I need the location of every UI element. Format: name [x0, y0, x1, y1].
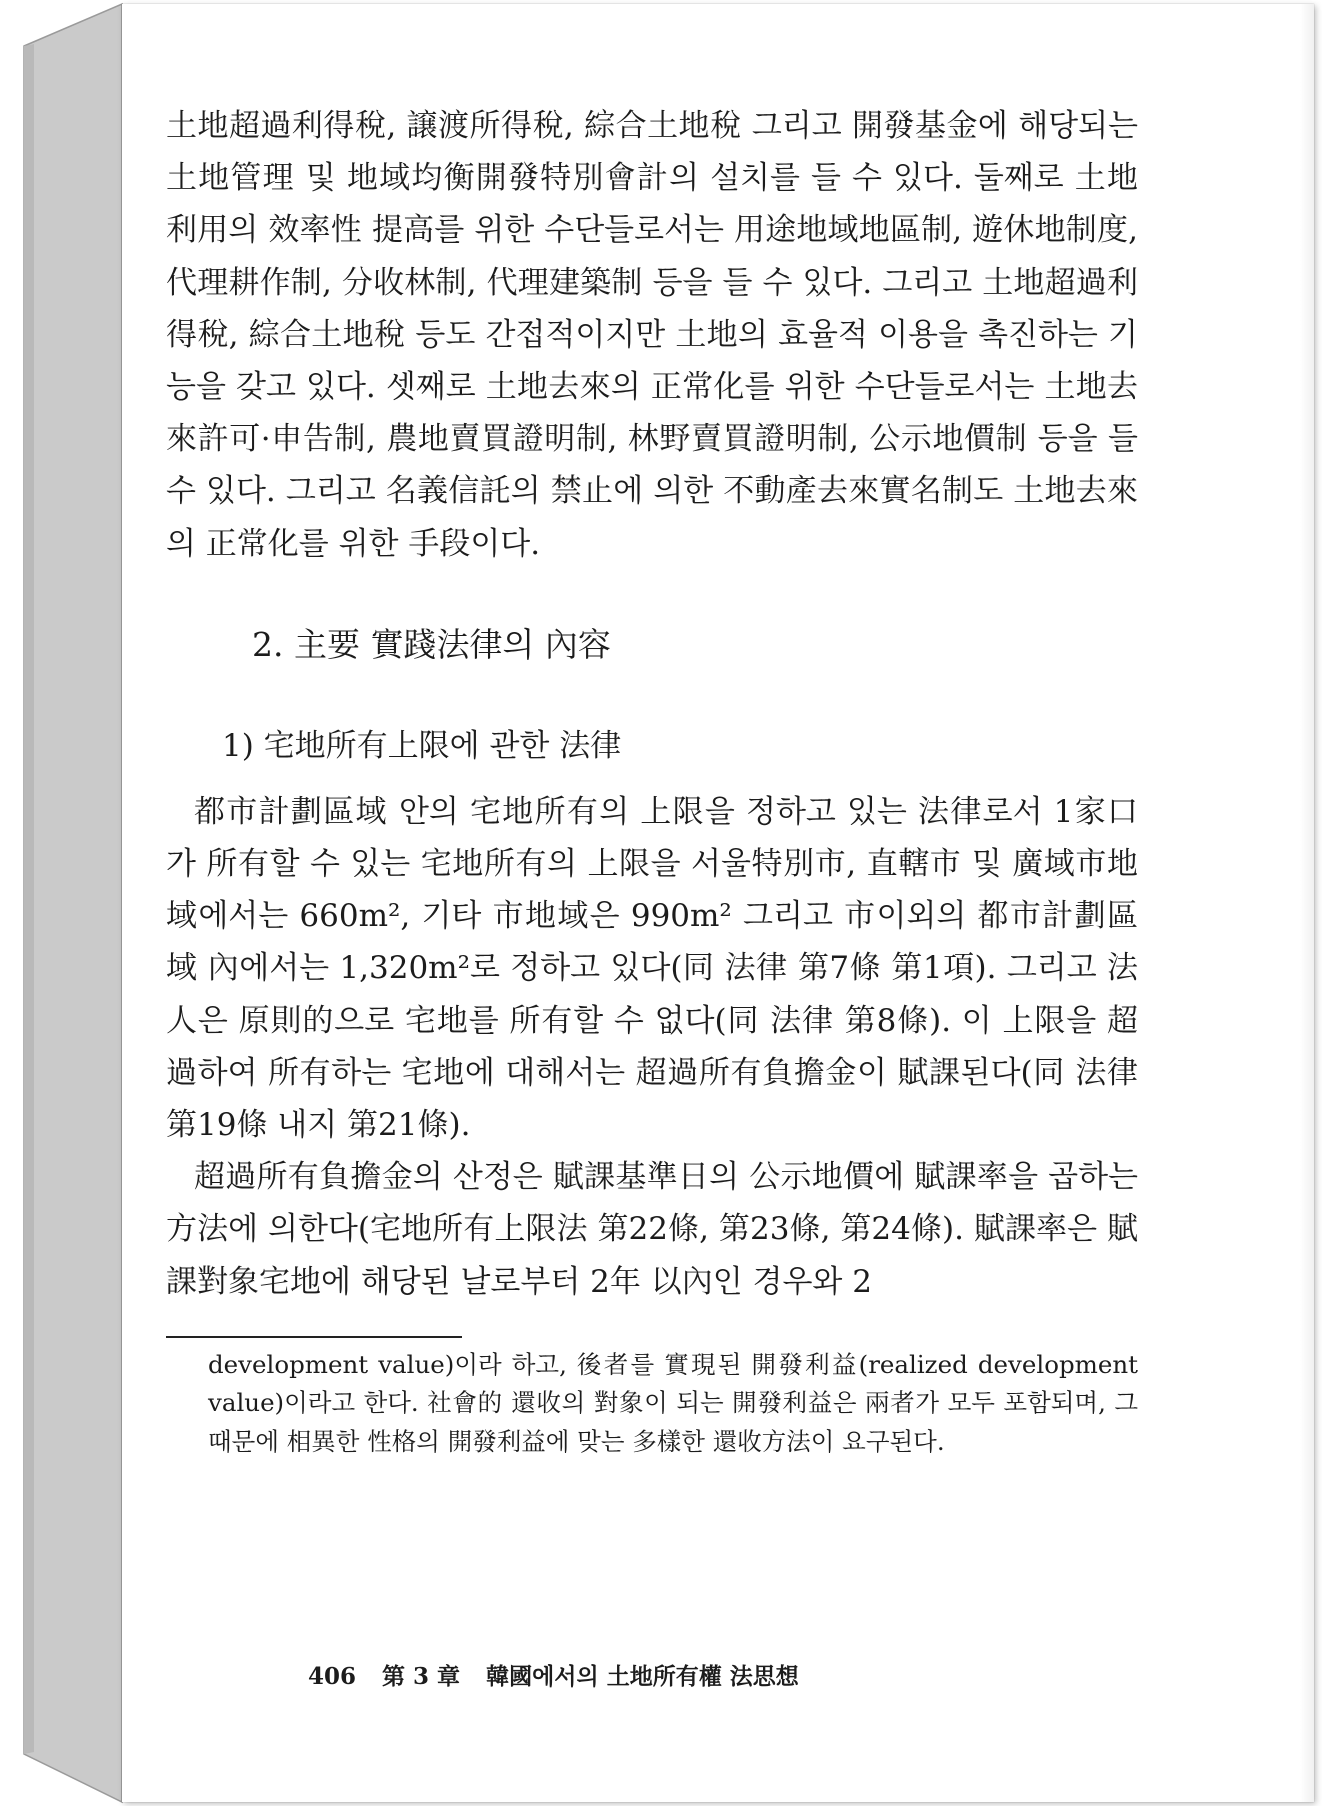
body-paragraph-2: 都市計劃區域 안의 宅地所有의 上限을 정하고 있는 法律로서 1家口가 所有할 수 있는 宅地所有의 上限을 서울特別市, 直轄市 및 廣域市地域에서는 660m², 기타 市地域은 990m² 그리고 市이외의 都市計劃區域 內에서는 1,320m²로 정하고 있다(同 法律 第7條 第1項). 그리고 法人은 原則的으로 宅地를 所有할 수 없다(同 法律 第8條). 이 上限을 超過하여 所有하는 宅地에 대해서는 超過所有負擔金이 賦課된다(同 法律 第19條 내지 第21條). — [166, 793, 1138, 1144]
running-footer — [308, 1658, 817, 1691]
body-paragraph-3: 超過所有負擔金의 산정은 賦課基準日의 公示地價에 賦課率을 곱하는 方法에 의한다(宅地所有上限法 第22條, 第23條, 第24條). 賦課率은 賦課對象宅地에 해당된 날로부터 2年 以內인 경우와 2 — [166, 1159, 1138, 1300]
page-number: 406 — [308, 1663, 357, 1690]
book-spine — [0, 0, 130, 1806]
spine-face — [24, 4, 122, 1802]
chapter-title: 韓國에서의 土地所有權 法思想 — [486, 1663, 799, 1690]
spine-edge — [24, 44, 34, 1754]
footnote-text: development value)이라 하고, 後者를 實現된 開發利益(realized development value)이라고 한다. 社會的 還收의 對象이 되는 開發利益은 兩者가 모두 포함되며, 그 때문에 相異한 性格의 開發利益에 맞는 多樣한 還收方法이 요구된다. — [208, 1349, 1138, 1456]
page-content — [166, 100, 1138, 1461]
body-paragraph-1: 土地超過利得稅, 譲渡所得稅, 綜合土地稅 그리고 開發基金에 해당되는 土地管理 및 地域均衡開發特別會計의 설치를 들 수 있다. 둘째로 土地利用의 效率性 提高를 위한 수단들로서는 用途地域地區制, 遊休地制度, 代理耕作制, 分收林制, 代理建築制 등을 들 수 있다. 그리고 土地超過利得稅, 綜合土地稅 등도 간접적이지만 土地의 효율적 이용을 촉진하는 기능을 갖고 있다. 셋째로 土地去來의 正常化를 위한 수단들로서는 土地去來許可·申告制, 農地賣買證明制, 林野賣買證明制, 公示地價制 등을 들 수 있다. 그리고 名義信託의 禁止에 의한 不動產去來實名制도 土地去來의 正常化를 위한 手段이다. — [166, 108, 1138, 562]
section-title: 2. 主要 實踐法律의 內容 — [252, 624, 611, 664]
subsection-title: 1) 宅地所有上限에 관한 法律 — [222, 727, 622, 764]
chapter-label: 第 3 章 — [382, 1663, 461, 1690]
footnote-divider — [166, 1336, 462, 1338]
page-edge-shadow — [1300, 4, 1314, 1802]
